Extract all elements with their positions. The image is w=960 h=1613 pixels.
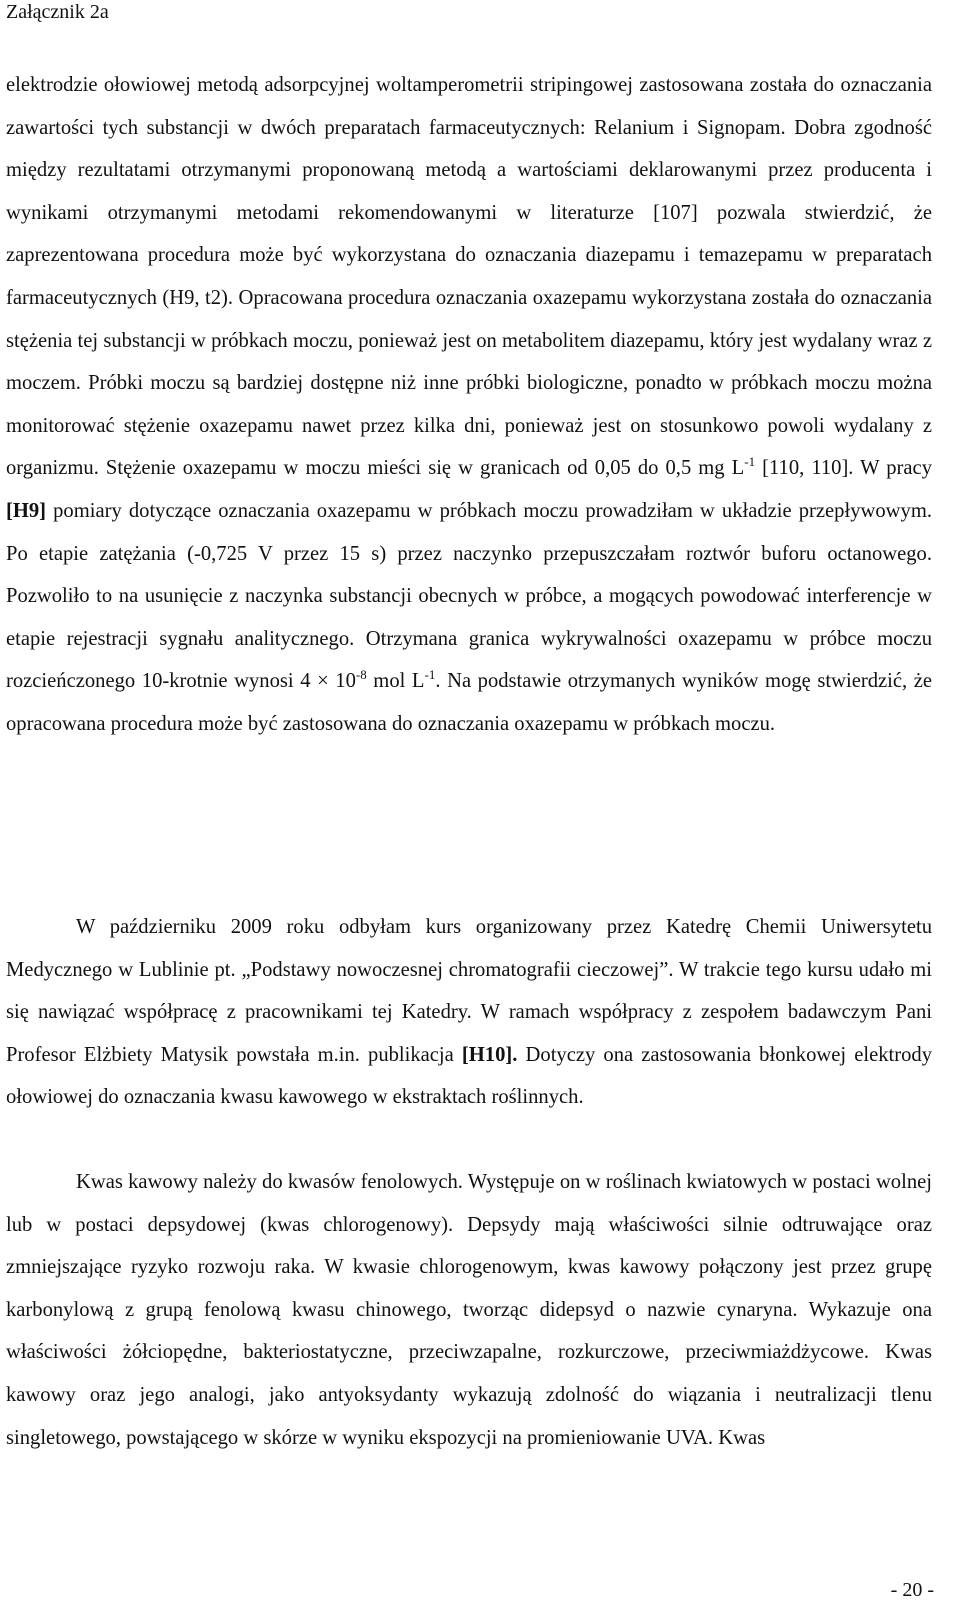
paragraph-caffeic-acid xyxy=(6,1161,932,1459)
superscript: -1 xyxy=(744,454,756,470)
text-span: . Na podstawie otrzymanych wyników mogę stwierdzić, że opracowana procedura może być zastosowana do oznaczania oxazepamu w próbkach moczu. xyxy=(6,670,933,735)
reference-h9: [H9] xyxy=(6,499,47,522)
document-header: Załącznik 2a xyxy=(6,1,109,23)
text-span: Dotyczy ona zastosowania błonkowej elektrody ołowiowej do oznaczania kwasu kawowego w ekstraktach roślinnych. xyxy=(6,1043,932,1109)
paragraph-chromatography-course xyxy=(6,906,932,1119)
text-span: pomiary dotyczące oznaczania oxazepamu w próbkach moczu prowadziłam w układzie przepływowym. Po etapie zatężania (-0,725 V przez 15 s) przez naczynko przepuszczałam roztwór buforu octanowego. Pozwoliło to na usunięcie z naczynka substancji obecnych w próbce, a mogących powodować interferencje w etapie rejestracji sygnału analitycznego. Otrzymana granica wykrywalności oxazepamu w próbce moczu rozcieńczonego 10-krotnie wynosi 4 × 10 xyxy=(6,499,932,693)
text-span: elektrodzie ołowiowej metodą adsorpcyjnej woltamperometrii stripingowej zastosowana została do oznaczania zawartości tych substancji w dwóch preparatach farmaceutycznych: Relanium i Signopam. Dobra zgodność między rezultatami otrzymanymi proponowaną metodą a wartościami deklarowanymi przez producenta i wynikami otrzymanymi metodami rekomendowanymi w literaturze [107] pozwala stwierdzić, że zaprezentowana procedura może być wykorzystana do oznaczania diazepamu i temazepamu w preparatach farmaceutycznych (H9, t2). Opracowana procedura oznaczania oxazepamu wykorzystana została do oznaczania stężenia tej substancji w próbkach moczu, ponieważ jest on metabolitem diazepamu, który jest wydalany wraz z moczem. Próbki moczu są bardziej dostępne niż inne próbki biologiczne, ponadto w próbkach moczu można monitorować stężenie oxazepamu nawet przez kilka dni, ponieważ jest on stosunkowo powoli wydalany z organizmu. Stężenie oxazepamu w moczu mieści się w granicach od 0,05 do 0,5 mg L xyxy=(6,74,932,480)
reference-h10: [H10]. xyxy=(461,1043,518,1066)
page-number: - 20 - xyxy=(890,1579,934,1601)
paragraph-diazepam-oxazepam xyxy=(6,64,932,746)
text-span: mol L xyxy=(366,670,425,693)
superscript: -1 xyxy=(424,667,436,683)
text-span: [110, 110]. W pracy xyxy=(755,457,932,480)
text-span: W październiku 2009 roku odbyłam kurs organizowany przez Katedrę Chemii Uniwersytetu Medycznego w Lublinie pt. „Podstawy nowoczesnej chromatografii cieczowej”. W trakcie tego kursu udało mi się nawiązać współpracę z pracownikami tej Katedry. W ramach współpracy z zespołem badawczym Pani Profesor Elżbiety Matysik powstała m.in. publikacja xyxy=(6,916,932,1066)
superscript: -8 xyxy=(355,667,367,683)
text-span: Kwas kawowy należy do kwasów fenolowych. Występuje on w roślinach kwiatowych w postaci wolnej lub w postaci depsydowej (kwas chlorogenowy). Depsydy mają właściwości silnie odtruwające oraz zmniejszające ryzyko rozwoju raka. W kwasie chlorogenowym, kwas kawowy połączony jest przez grupę karbonylową z grupą fenolową kwasu chinowego, tworząc didepsyd o nazwie cynaryna. Wykazuje ona właściwości żółciopędne, bakteriostatyczne, przeciwzapalne, rozkurczowe, przeciwmiażdżycowe. Kwas kawowy oraz jego analogi, jako antyoksydanty wykazują zdolność do wiązania i neutralizacji tlenu singletowego, powstającego w skórze w wyniku ekspozycji na promieniowanie UVA. Kwas xyxy=(6,1171,932,1449)
